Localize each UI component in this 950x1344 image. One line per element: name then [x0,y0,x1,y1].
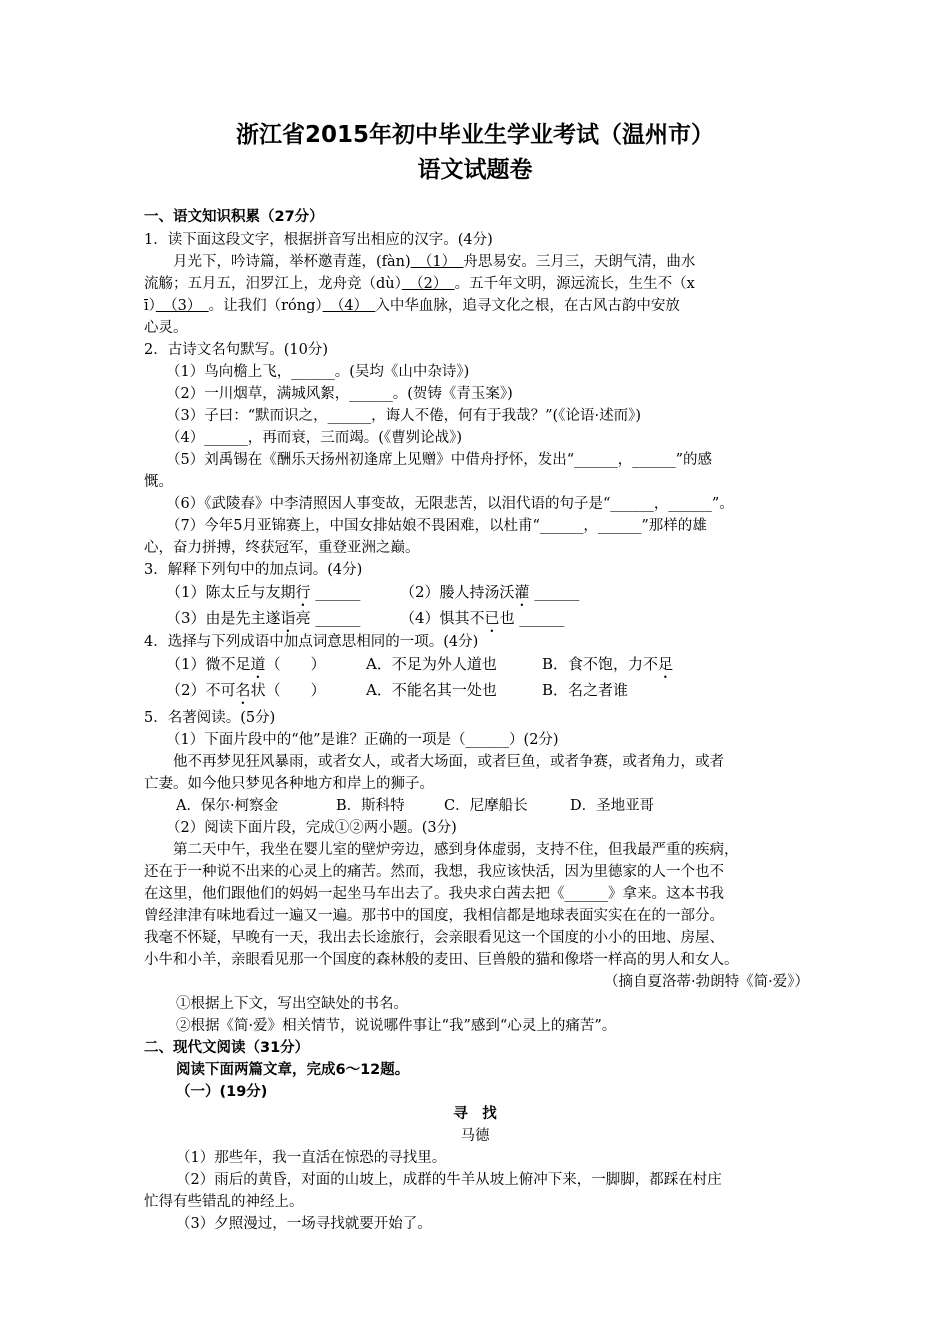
exam-subtitle: 语文试题卷 [417,157,533,183]
section2-part: （一）(19分) [176,1084,268,1100]
section2-instruction: 阅读下面两篇文章，完成6～12题。 [176,1062,410,1078]
q5-passage: 曾经津津有味地看过一遍又一遍。那书中的国度，我相信都是地球表面实实在在的一部分。 [144,908,724,924]
q2-item: （5）刘禹锡在《酬乐天扬州初逢席上见赠》中借舟抒怀，发出“______，______”的感 [166,452,713,468]
q5-option-b[interactable]: B．斯科特 [336,798,405,814]
q2-item: 慨。 [144,474,173,490]
q5-passage: 小牛和小羊，亲眼看见那一个国度的森林般的麦田、巨兽般的猫和像塔一样高的男人和女人。 [144,952,739,968]
q3-row: （1）陈太丘与友期行 ______ （2）媵人持汤沃灌 ______ [166,583,580,601]
q5-passage: 他不再梦见狂风暴雨，或者女人，或者大场面，或者巨鱼，或者争赛，或者角力，或者 [144,754,724,770]
q5-option-a[interactable]: A．保尔·柯察金 [176,798,279,814]
q5-options [176,796,809,816]
q5-task: ①根据上下文，写出空缺处的书名。 [176,996,408,1012]
blank-4[interactable]: （4） [322,298,376,314]
q5-option-c[interactable]: C．尼摩船长 [444,798,528,814]
q5-prompt: 5．名著阅读。(5分) [144,710,276,726]
q5-sub2: （2）阅读下面片段，完成①②两小题。(3分) [166,820,457,836]
q5-passage: 第二天中午，我坐在婴儿室的壁炉旁边，感到身体虚弱，支持不住，但我最严重的疾病， [144,842,739,858]
article-author: 马德 [460,1128,490,1144]
q2-item: （7）今年5月亚锦赛上，中国女排姑娘不畏困难，以杜甫“______，______”那样的雄 [166,518,707,534]
article-paragraph: （3）夕照漫过，一场寻找就要开始了。 [176,1216,432,1232]
q4-option-b[interactable]: B．名之者谁 [542,681,629,699]
q5-sub1: （1）下面片段中的“他”是谁？正确的一项是（______）(2分) [166,732,559,748]
q4-option-b[interactable]: B．食不饱，力不足 [542,655,674,673]
q4-row: （2）不可名状（ ） A．不能名其一处也 B．名之者谁 [166,681,629,699]
exam-title: 浙江省2015年初中毕业生学业考试（温州市） [235,122,714,148]
q2-item: （4）______，再而衰，三而竭。(《曹刿论战》) [166,430,463,446]
q2-prompt: 2．古诗文名句默写。(10分) [144,342,328,358]
article-title: 寻 找 [453,1105,497,1122]
q4-prompt: 4．选择与下列成语中加点词意思相同的一项。(4分) [144,634,479,650]
blank-3[interactable]: （3） [155,298,209,314]
article-paragraph: 忙得有些错乱的神经上。 [144,1194,304,1210]
q4-option-a[interactable]: A．不足为外人道也 [366,655,497,673]
q1-text-line: ī） （3） 。让我们（róng） （4） 入中华血脉，追寻文化之根，在古风古韵中安放 [144,298,680,314]
q1-text-line: 月光下，吟诗篇，举杯邀青莲，(fàn) （1） 舟思易安。三月三，天朗气清，曲水 [144,254,696,270]
q1-text-line: 心灵。 [144,320,188,336]
q1-prompt: 1．读下面这段文字，根据拼音写出相应的汉字。(4分) [144,232,493,248]
q2-item: （2）一川烟草，满城风絮，______。(贺铸《青玉案》) [166,386,513,402]
q5-passage: 亡妻。如今他只梦见各种地方和岸上的狮子。 [144,776,434,792]
q5-passage: 我毫不怀疑，早晚有一天，我出去长途旅行，会亲眼看见这一个国度的小小的田地、房屋、 [144,930,724,946]
article-paragraph: （2）雨后的黄昏，对面的山坡上，成群的牛羊从坡上俯冲下来，一脚脚，都踩在村庄 [176,1172,722,1188]
blank-1[interactable]: （1） [410,254,464,270]
q5-passage: 在这里，他们跟他们的妈妈一起坐马车出去了。我央求白茜去把《______》拿来。这本书我 [144,886,724,902]
q2-item: （6）《武陵春》中李清照因人事变故，无限悲苦，以泪代语的句子是“______，______”。 [166,496,734,512]
q1-text-line: 流觞；五月五，汨罗江上，龙舟竞（dù） （2） 。五千年文明，源远流长，生生不（x [144,276,695,292]
blank-2[interactable]: （2） [401,276,455,292]
section1-heading: 一、语文知识积累（27分） [144,209,324,225]
q4-option-a[interactable]: A．不能名其一处也 [366,681,497,699]
article-paragraph: （1）那些年，我一直活在惊恐的寻找里。 [176,1150,447,1166]
q5-option-d[interactable]: D．圣地亚哥 [570,798,655,814]
q3-row: （3）由是先主遂诣亮 ______ （4）惧其不已也 ______ [166,609,565,627]
q3-prompt: 3．解释下列句中的加点词。(4分) [144,562,363,578]
q2-item: 心，奋力拼搏，终获冠军，重登亚洲之巅。 [144,540,420,556]
q4-row: （1）微不足道（ ） A．不足为外人道也 B．食不饱，力不足 [166,655,674,673]
q5-source: （摘自夏洛蒂·勃朗特《简·爱》） [604,974,809,990]
q2-item: （3）子曰：“默而识之，______，诲人不倦，何有于我哉？”(《论语·述而》) [166,408,641,424]
q5-passage: 还在于一种说不出来的心灵上的痛苦。然而，我想，我应该快活，因为里德家的人一个也不 [144,864,724,880]
q2-item: （1）鸟向檐上飞，______。(吴均《山中杂诗》) [166,364,470,380]
section2-heading: 二、现代文阅读（31分） [144,1040,310,1056]
q5-task: ②根据《简·爱》相关情节，说说哪件事让“我”感到“心灵上的痛苦”。 [176,1018,617,1034]
